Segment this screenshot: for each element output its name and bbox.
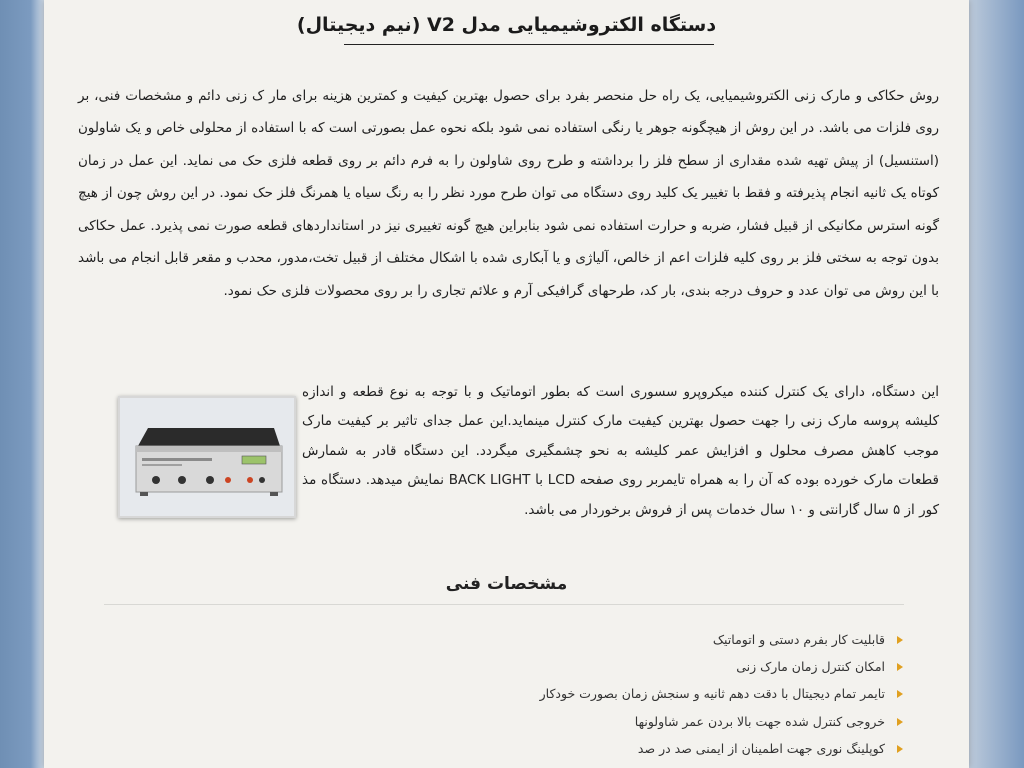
triangle-bullet-icon xyxy=(897,718,903,726)
section-divider xyxy=(104,604,904,605)
list-item xyxy=(540,708,903,735)
spec-text: قابلیت کار بفرم دستی و اتوماتیک xyxy=(712,632,885,647)
specs-list xyxy=(540,626,903,762)
specs-heading: مشخصات فنی xyxy=(445,574,568,594)
device-photo xyxy=(118,396,296,518)
spec-text: خروجی کنترل شده جهت بالا بردن عمر شاولونها xyxy=(634,713,885,729)
intro-paragraph: روش حکاکی و مارک زنی الکتروشیمیایی، یک راه حل منحصر بفرد برای حصول بهترین کیفیت و کمترین هزینه برای مار ک زنی دائم و مشخصات فنی، بر روی فلزات می باشد. در این روش از هیچگونه جوهر یا رنگی استفاده نمی شود بلکه نحوه عمل بصورتی است که با استفاده از محلولی خاص و یک شاولون (استنسیل) از پیش تهیه شده مقداری از سطح فلز را برداشته و طرح روی شاولون را به فرم دائم بر روی قطعه فلزی حک می نماید. این عمل در زمان کوتاه یک ثانیه انجام پذیرفته و فقط با تغییر یک کلید روی دستگاه می توان طرح مورد نظر را به رنگ سیاه یا همرنگ فلز حک نمود. در این روش چون از هیچ گونه استرس مکانیکی از قبیل فشار، ضربه و حرارت استفاده نمی شود بنابراین هیچ گونه تغییری نیز در استانداردهای قطعه صورت نمی پذیرد. عمل حکاکی بدون توجه به سختی فلز بر روی کلیه فلزات اعم از خالص، آلیاژی و یا آبکاری شده با اشکال مختلف از قبیل تخت،مدور، محدب و مقعر قابل انجام می باشد با این روش می توان عدد و حروف درجه بندی، بار کد، طرحهای گرافیکی آرم و علائم تجاری را بر روی محصولات فلزی حک نمود. xyxy=(78,87,939,299)
spec-text: تایمر تمام دیجیتال با دقت دهم ثانیه و سنجش زمان بصورت خودکار xyxy=(539,686,885,702)
title-underline xyxy=(344,44,714,45)
triangle-bullet-icon xyxy=(897,745,903,753)
list-item xyxy=(540,653,903,680)
device-image-icon xyxy=(120,398,294,516)
spec-text: کوپلینگ نوری جهت اطمینان از ایمنی صد در صد xyxy=(637,740,885,756)
list-item xyxy=(540,626,903,653)
list-item xyxy=(540,680,903,707)
device-paragraph: این دستگاه، دارای یک کنترل کننده میکروپرو سسوری است که بطور اتوماتیک و با توجه به نوع قطعه و اندازه کلیشه پروسه مارک زنی را جهت حصول بهترین کیفیت مارک کنترل مینماید.این عمل جدای تاثیر بر کیفیت مارک موجب کاهش مصرف محلول و افزایش عمر کلیشه به نحو چشمگیری میگردد. این دستگاه قادر به شمارش قطعات مارک خورده بوده که آن را به همراه تایمربر روی صفحه LCD با BACK LIGHT نمایش میدهد. دستگاه مذ کور از ۵ سال گارانتی و ۱۰ سال خدمات پس از فروش برخوردار می باشد. xyxy=(302,383,939,518)
spec-text: امکان کنترل زمان مارک زنی xyxy=(736,659,885,675)
triangle-bullet-icon xyxy=(897,663,903,671)
triangle-bullet-icon xyxy=(897,636,903,644)
page-title: دستگاه الکتروشیمیایی مدل V2 (نیم دیجیتال) xyxy=(296,14,717,36)
triangle-bullet-icon xyxy=(897,690,903,698)
document-page xyxy=(44,0,969,768)
list-item xyxy=(540,735,903,762)
